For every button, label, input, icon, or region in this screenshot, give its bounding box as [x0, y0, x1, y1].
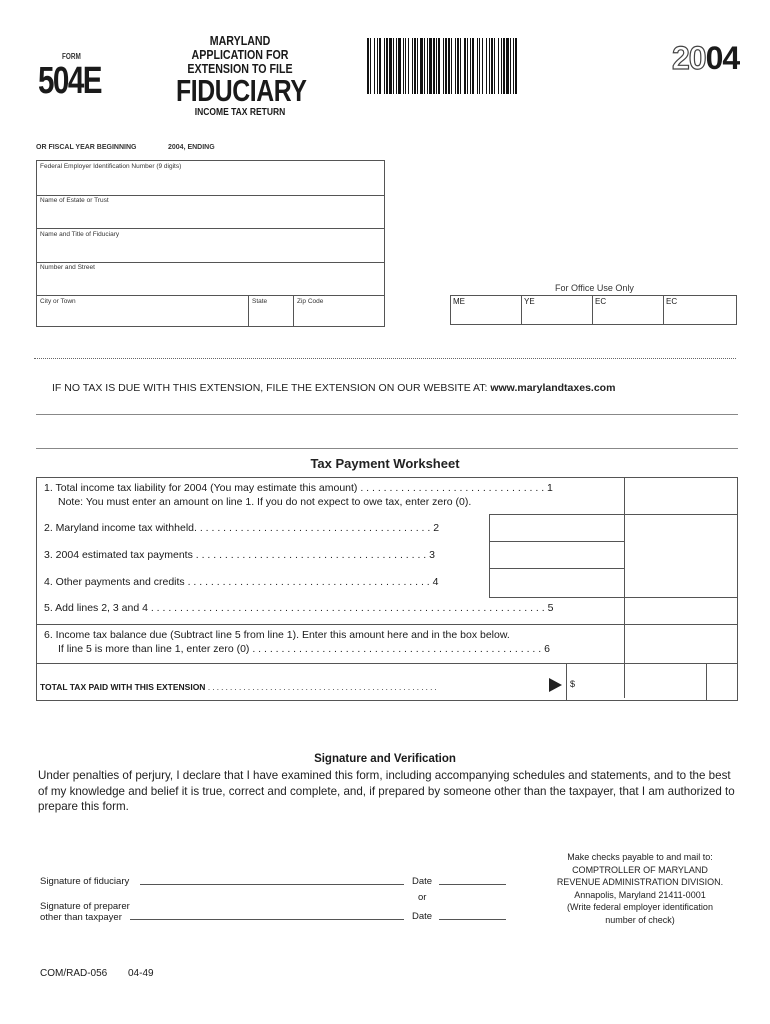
- website-notice: [52, 382, 615, 394]
- title-block: [160, 34, 320, 120]
- fiscal-begin-label: OR FISCAL YEAR BEGINNING: [36, 144, 137, 151]
- or-label: or: [418, 892, 427, 903]
- fiduciary-signature-line[interactable]: [140, 884, 404, 885]
- title-line4: INCOME TAX RETURN: [194, 107, 286, 118]
- signature-title: Signature and Verification: [314, 753, 456, 765]
- line1-text: 1. Total income tax liability for 2004 (You may estimate this amount) . . . . . . . . . . . . . . . . . . . . . . . . . . . . . . . . 1: [44, 482, 553, 494]
- line3-amount[interactable]: [490, 542, 623, 567]
- year-solid: 04: [705, 40, 740, 76]
- total-dots: . . . . . . . . . . . . . . . . . . . . . . . . . . . . . . . . . . . . . . . . . . . . . . . . . . . .: [207, 683, 437, 692]
- mail-line6: number of check): [605, 914, 675, 925]
- date-label-1: Date: [412, 876, 433, 887]
- fein-field[interactable]: Federal Employer Identification Number (9 digits): [40, 163, 182, 170]
- form-number: 504E: [38, 60, 101, 102]
- form-code: COM/RAD-056: [40, 968, 108, 979]
- line6-text: 6. Income tax balance due (Subtract line 5 from line 1). Enter this amount here and in the box below.: [44, 629, 510, 641]
- notice-text: IF NO TAX IS DUE WITH THIS EXTENSION, FILE THE EXTENSION ON OUR WEBSITE AT:: [52, 382, 491, 394]
- perforation-line: [34, 358, 736, 359]
- office-col-ye: YE: [524, 297, 535, 306]
- mail-line2: COMPTROLLER OF MARYLAND: [572, 864, 708, 875]
- total-label: TOTAL TAX PAID WITH THIS EXTENSION: [40, 682, 206, 692]
- mailing-instructions: [530, 851, 750, 927]
- line6-text-b: If line 5 is more than line 1, enter zero (0) . . . . . . . . . . . . . . . . . . . . . . . . . . . . . . . . . . . . . . . . . . . . . . . . . . 6: [58, 643, 550, 655]
- line2-text: 2. Maryland income tax withheld. . . . . . . . . . . . . . . . . . . . . . . . . . . . . . . . . . . . . . . . . 2: [44, 522, 440, 534]
- date-line-1[interactable]: [439, 884, 506, 885]
- office-col-me: ME: [453, 297, 465, 306]
- fiscal-ending-label: 2004, ENDING: [168, 144, 215, 151]
- date-label-2: Date: [412, 911, 433, 922]
- city-field[interactable]: City or Town: [40, 298, 76, 305]
- mail-line5: (Write federal employer identification: [567, 902, 713, 913]
- notice-divider: [36, 414, 738, 415]
- estate-name-field[interactable]: Name of Estate or Trust: [40, 197, 109, 204]
- preparer-signature-line[interactable]: [130, 919, 404, 920]
- office-col-ec1: EC: [595, 297, 607, 306]
- year-outline: 20: [672, 40, 706, 76]
- preparer-label-1: Signature of preparer: [40, 901, 130, 912]
- line6-amount[interactable]: [625, 625, 737, 662]
- mail-line4: Annapolis, Maryland 21411-0001: [574, 889, 706, 900]
- office-col-ec2: EC: [666, 297, 678, 306]
- title-big: FIDUCIARY: [176, 73, 307, 108]
- title-line3: EXTENSION TO FILE: [187, 61, 293, 76]
- form-label: FORM: [62, 52, 81, 61]
- total-amount-input[interactable]: [568, 664, 705, 700]
- office-use-title: For Office Use Only: [555, 283, 634, 293]
- line1-amount[interactable]: [625, 478, 737, 513]
- title-line2: APPLICATION FOR: [191, 47, 289, 62]
- fiduciary-sig-label: Signature of fiduciary: [40, 876, 130, 887]
- line4-text: 4. Other payments and credits . . . . . . . . . . . . . . . . . . . . . . . . . . . . . . . . . . . . . . . . . . 4: [44, 576, 439, 588]
- line4-amount[interactable]: [490, 569, 623, 596]
- website-link[interactable]: www.marylandtaxes.com: [490, 382, 616, 394]
- title-line1: MARYLAND: [209, 33, 271, 48]
- line5-text: 5. Add lines 2, 3 and 4 . . . . . . . . . . . . . . . . . . . . . . . . . . . . . . . . . . . . . . . . . . . . . . . . . . . . . . . . . . . . . . . . . . . . 5: [44, 602, 554, 614]
- mail-line1: Make checks payable to and mail to:: [567, 852, 713, 862]
- fiduciary-name-field[interactable]: Name and Title of Fiduciary: [40, 231, 120, 238]
- preparer-label-2: other than taxpayer: [40, 912, 122, 923]
- total-label-row: [40, 682, 437, 692]
- total-dollar: $: [570, 679, 576, 689]
- tax-year: [672, 40, 739, 77]
- zip-field[interactable]: Zip Code: [297, 298, 324, 305]
- line5-amount[interactable]: [625, 598, 737, 623]
- preparer-sig-label: [40, 901, 130, 923]
- date-line-2[interactable]: [439, 919, 506, 920]
- arrow-icon: [549, 678, 562, 692]
- worksheet-title: Tax Payment Worksheet: [310, 456, 460, 471]
- line2-amount[interactable]: [490, 515, 623, 540]
- barcode: [367, 38, 637, 94]
- office-use-box: [450, 295, 737, 325]
- taxpayer-info-box: [36, 160, 385, 327]
- street-field[interactable]: Number and Street: [40, 264, 95, 271]
- state-field[interactable]: State: [252, 298, 268, 305]
- form-revision: 04-49: [128, 968, 154, 979]
- line3-text: 3. 2004 estimated tax payments . . . . . . . . . . . . . . . . . . . . . . . . . . . . . . . . . . . . . . . . 3: [44, 549, 435, 561]
- line1-note: Note: You must enter an amount on line 1. If you do not expect to owe tax, enter zero (0).: [58, 496, 472, 508]
- perjury-statement: Under penalties of perjury, I declare that I have examined this form, including accompanying schedules and statements, and to the best of my knowledge and belief it is true, correct and complete, and, if prepared by someone other than the taxpayer, that I am authorized to prepare this form.: [38, 769, 735, 813]
- mail-line3: REVENUE ADMINISTRATION DIVISION.: [556, 877, 724, 888]
